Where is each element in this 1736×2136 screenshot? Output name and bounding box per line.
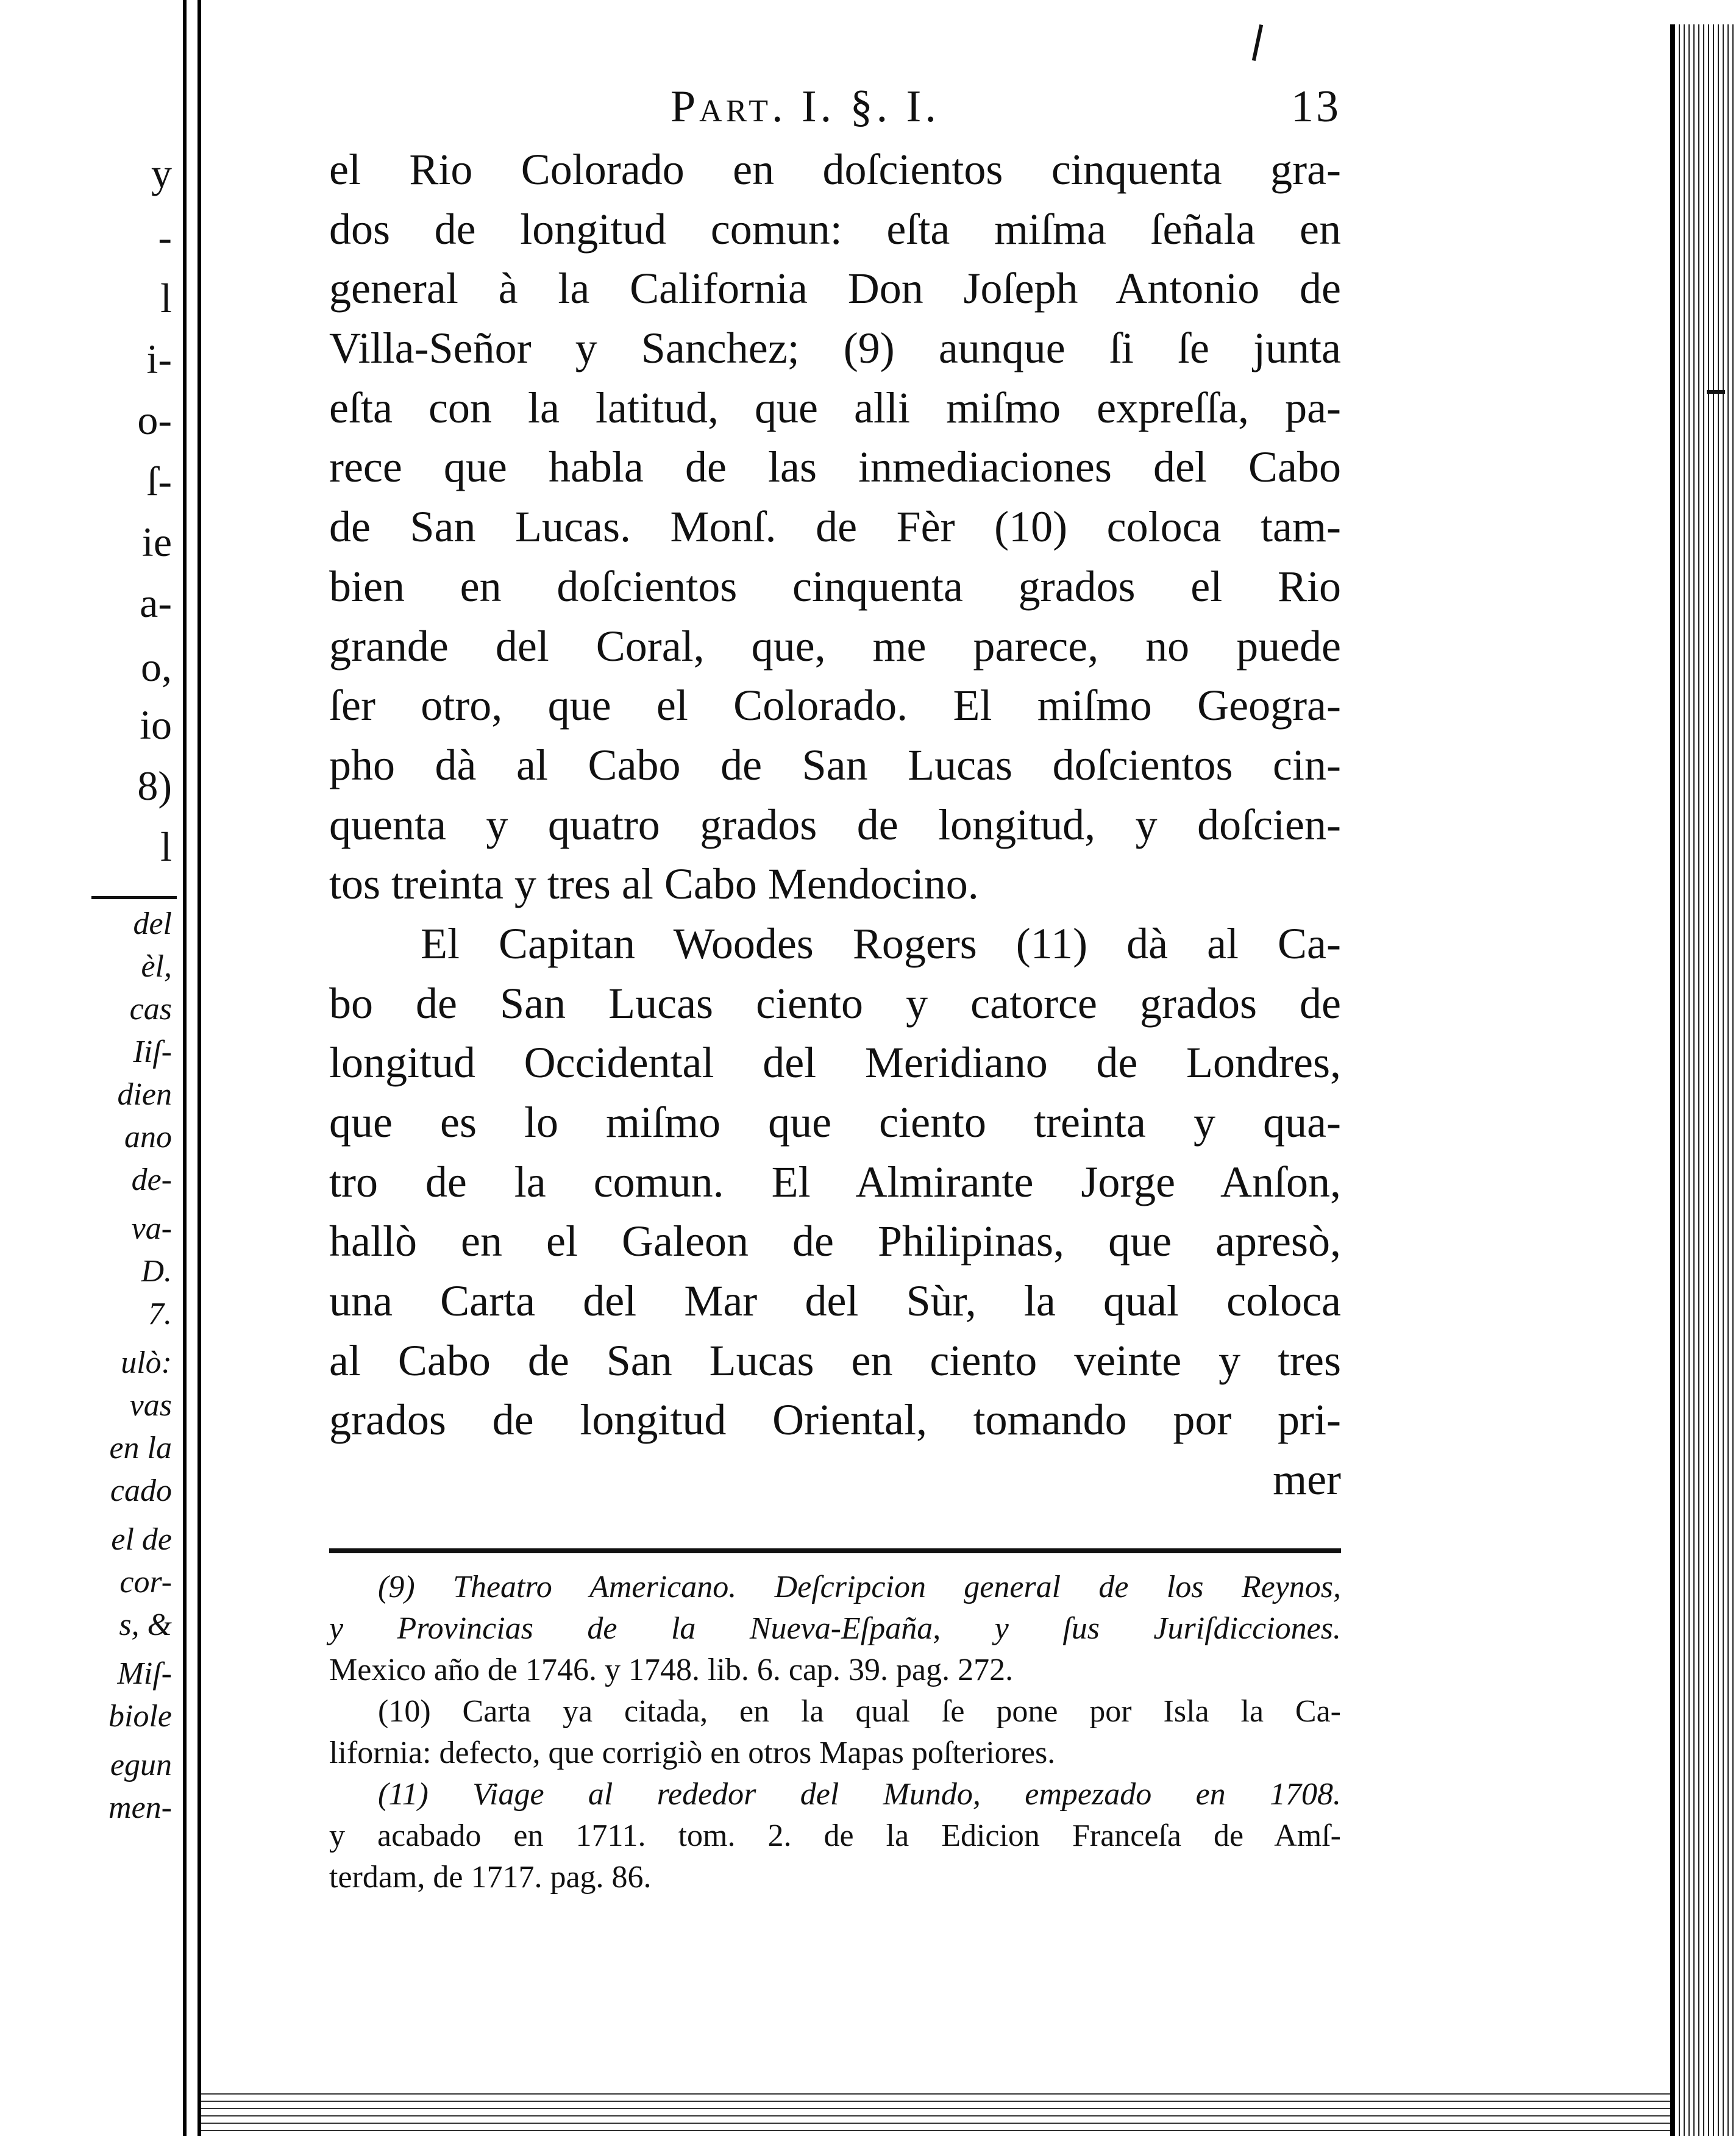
running-head: Part. I. §. I. [671,82,940,132]
body-line: el Rio Colorado en doſcientos cinquenta gra- [329,145,1341,194]
body-line: bo de San Lucas ciento y catorce grados de [329,978,1341,1028]
left-page-note: cas [129,992,172,1027]
body-text [329,140,1341,1510]
body-line: quenta y quatro grados de longitud, y doſcien- [329,800,1341,849]
body-line: tro de la comun. El Almirante Jorge Anſon, [329,1157,1341,1206]
left-page-line: ſ- [146,458,172,504]
left-page-line: l [160,824,172,870]
body-line: una Carta del Mar del Sùr, la qual coloca [329,1276,1341,1326]
text-page [329,61,1341,1926]
body-line: eſta con la latitud, que alli miſmo expreſſa, pa- [329,383,1341,432]
left-page-note: 7. [148,1297,172,1331]
body-line: pho dà al Cabo de San Lucas doſcientos cin- [329,740,1341,789]
left-page-line: 8) [137,763,172,809]
body-line: que es lo miſmo que ciento treinta y qua- [329,1098,1341,1147]
body-line: al Cabo de San Lucas en ciento veinte y tres [329,1336,1341,1385]
left-page-line: a- [140,580,172,626]
left-page-note: dien [117,1077,172,1112]
edge-mark [1707,390,1725,394]
body-line: hallò en el Galeon de Philipinas, que apresò, [329,1217,1341,1266]
left-page-note: de- [131,1162,172,1197]
footnote-line: terdam, de 1717. pag. 86. [329,1860,652,1895]
catchword: mer [1273,1455,1341,1504]
footnote-line: y acabado en 1711. tom. 2. de la Edicion Franceſa de Amſ- [329,1818,1341,1853]
left-page-line: io [140,702,172,748]
left-page-note: biole [108,1699,172,1734]
left-page-line: y [151,150,172,196]
left-page-note: cado [110,1473,172,1508]
left-page-line: l [160,275,172,321]
ink-stroke [1252,24,1263,61]
page-edges [1670,24,1736,2136]
body-line: El Capitan Woodes Rogers (11) dà al Ca- [421,919,1341,968]
left-page-note: ulò: [121,1345,172,1380]
page-header [329,79,1341,134]
footnote-line: (11) Viage al rededor del Mundo, empezado en 1708. [378,1777,1341,1812]
left-page-line: ie [141,519,172,565]
left-page-note: èl, [141,949,172,984]
bottom-page-edges [201,2087,1670,2136]
left-facing-page [0,0,185,2136]
body-line: de San Lucas. Monſ. de Fèr (10) coloca tam- [329,502,1341,552]
left-page-note: vas [129,1388,172,1423]
left-page-line: i- [146,336,172,382]
left-page-note: va- [131,1211,172,1246]
body-line: longitud Occidental del Meridiano de Londres, [329,1038,1341,1088]
left-page-note: el de [111,1522,172,1557]
body-line: rece que habla de las inmediaciones del Cabo [329,443,1341,492]
body-line: grande del Coral, que, me parece, no puede [329,621,1341,671]
left-page-note: del [133,906,172,941]
footnote-line: (10) Carta ya citada, en la qual ſe pone por Isla la Ca- [378,1694,1341,1729]
body-line: dos de longitud comun: eſta miſma ſeñala en [329,204,1341,254]
left-page-note: ano [124,1120,172,1155]
body-line: bien en doſcientos cinquenta grados el Rio [329,561,1341,611]
left-page-note: Miſ- [117,1656,172,1691]
body-line: Villa-Señor y Sanchez; (9) aunque ſi ſe junta [329,324,1341,373]
body-line: grados de longitud Oriental, tomando por pri- [329,1395,1341,1445]
footnote-line: lifornia: defecto, que corrigiò en otros Mapas poſteriores. [329,1736,1056,1770]
footnote-rule [329,1548,1341,1553]
left-page-note: s, & [119,1607,172,1642]
body-line: general à la California Don Joſeph Antonio de [329,264,1341,313]
book-gutter [183,0,201,2136]
footnote-line: Mexico año de 1746. y 1748. lib. 6. cap. 39. pag. 272. [329,1653,1014,1687]
body-line: ſer otro, que el Colorado. El miſmo Geogra- [329,681,1341,730]
left-page-note: D. [141,1254,172,1289]
left-page-note: en la [109,1431,172,1465]
left-page-rule [91,896,177,899]
left-page-note: cor- [119,1565,172,1600]
page-number: 13 [1291,82,1341,132]
footnote-line: y Provincias de la Nueva-Eſpaña, y ſus Juriſdicciones. [329,1611,1341,1646]
left-page-note: men- [108,1790,172,1825]
footnote-line: (9) Theatro Americano. Deſcripcion general de los Reynos, [378,1570,1341,1604]
body-line: tos treinta y tres al Cabo Mendocino. [329,860,979,909]
left-page-note: Iiſ- [133,1034,172,1069]
footnotes [329,1567,1341,1898]
left-page-line: - [158,214,172,260]
left-page-line: o, [141,644,172,690]
left-page-note: egun [110,1748,172,1782]
left-page-line: o- [137,397,172,443]
